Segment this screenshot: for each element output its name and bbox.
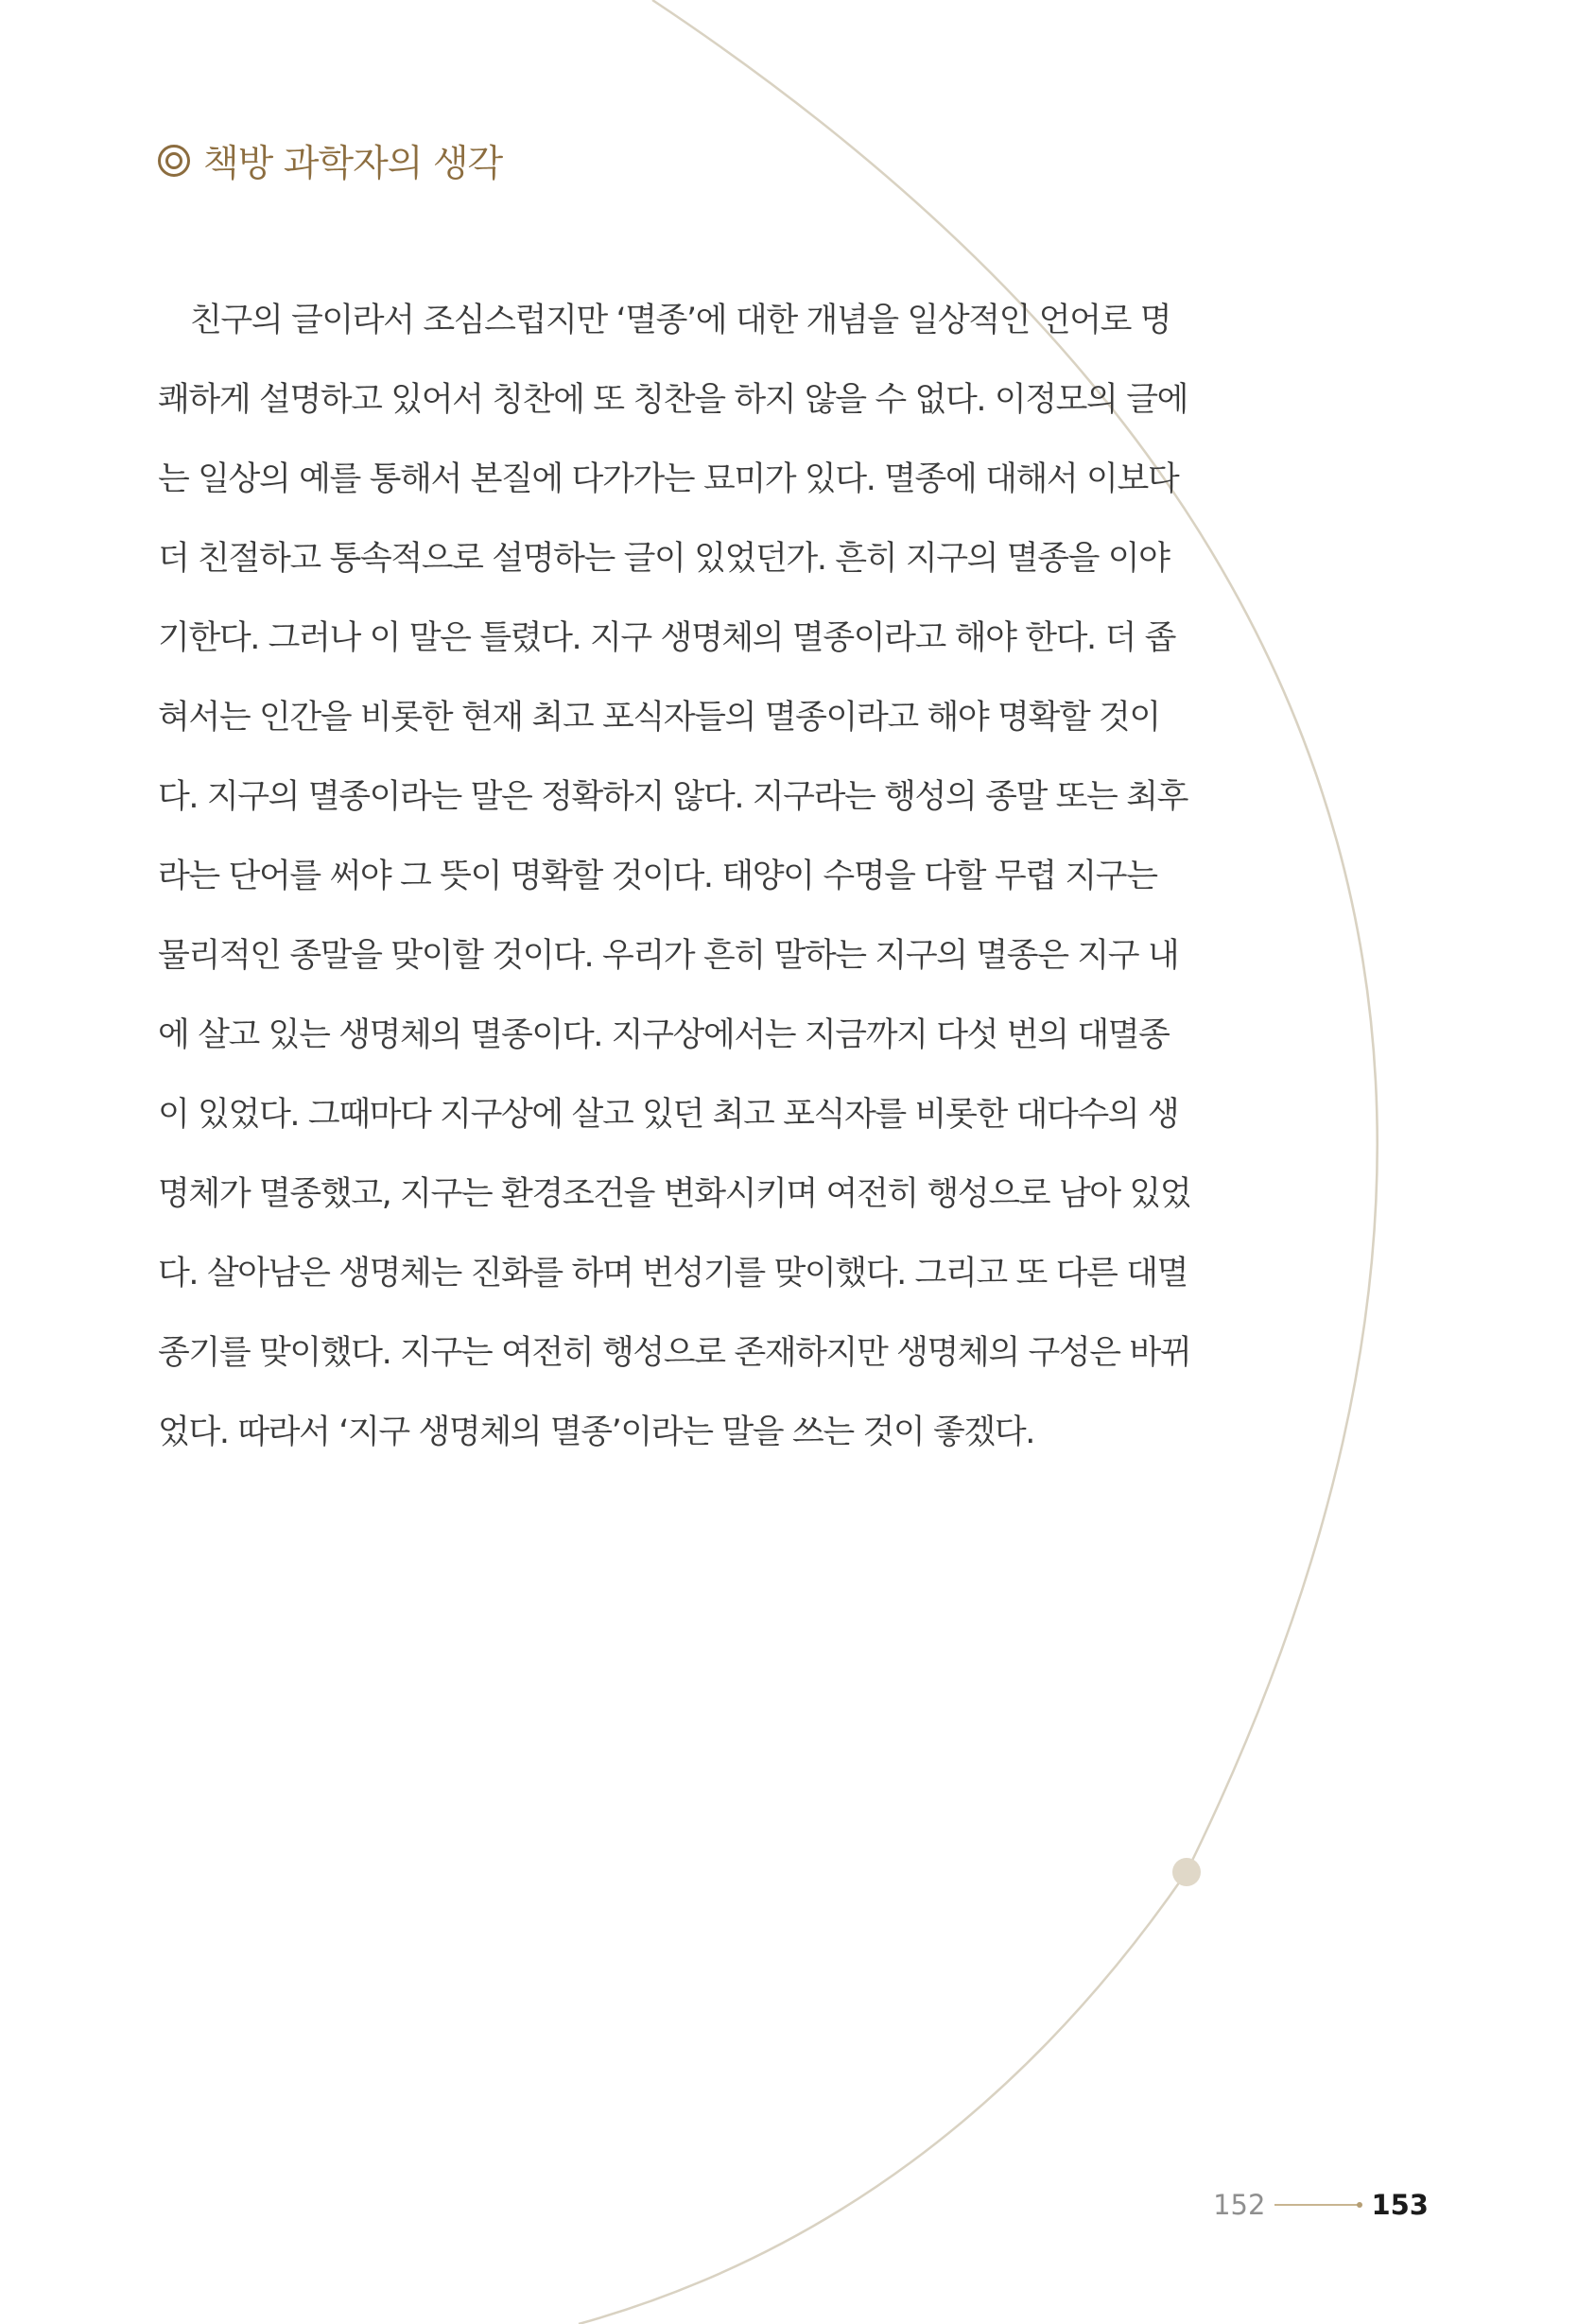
paragraph-line: 이 있었다. 그때마다 지구상에 살고 있던 최고 포식자를 비롯한 대다수의 생 [158, 1096, 1179, 1134]
page-numbers [1213, 2189, 1429, 2221]
paragraph-line: 었다. 따라서 ‘지구 생명체의 멸종’이라는 말을 쓰는 것이 좋겠다. [158, 1413, 1034, 1451]
paragraph-line: 혀서는 인간을 비롯한 현재 최고 포식자들의 멸종이라고 해야 명확할 것이 [158, 699, 1160, 737]
paragraph-line: 친구의 글이라서 조심스럽지만 ‘멸종’에 대한 개념을 일상적인 언어로 명 [190, 302, 1171, 339]
section-heading [158, 134, 502, 187]
double-circle-icon [158, 145, 190, 177]
paragraph-line: 쾌하게 설명하고 있어서 칭찬에 또 칭찬을 하지 않을 수 없다. 이정모의 글에 [158, 381, 1188, 419]
paragraph-line: 다. 살아남은 생명체는 진화를 하며 번성기를 맞이했다. 그리고 또 다른 대멸 [158, 1255, 1188, 1292]
heading-title: 책방 과학자의 생각 [203, 143, 503, 185]
paragraph-line: 는 일상의 예를 통해서 본질에 다가가는 묘미가 있다. 멸종에 대해서 이보다 [158, 460, 1179, 498]
arrow-right-icon [1274, 2200, 1361, 2210]
page-number-right: 153 [1371, 2189, 1429, 2221]
paragraph-line: 명체가 멸종했고, 지구는 환경조건을 변화시키며 여전히 행성으로 남아 있었 [158, 1175, 1191, 1213]
paragraph-line: 라는 단어를 써야 그 뜻이 명확할 것이다. 태양이 수명을 다할 무렵 지구는 [158, 858, 1157, 895]
paragraph-line: 에 살고 있는 생명체의 멸종이다. 지구상에서는 지금까지 다섯 번의 대멸종 [158, 1016, 1170, 1054]
page-number-left: 152 [1213, 2189, 1266, 2221]
arc-dot [1172, 1858, 1201, 1886]
paragraph-line: 종기를 맞이했다. 지구는 여전히 행성으로 존재하지만 생명체의 구성은 바뀌 [158, 1334, 1191, 1372]
paragraph-line: 물리적인 종말을 맞이할 것이다. 우리가 흔히 말하는 지구의 멸종은 지구 내 [158, 937, 1179, 975]
paragraph-line: 더 친절하고 통속적으로 설명하는 글이 있었던가. 흔히 지구의 멸종을 이야 [158, 540, 1170, 578]
body-paragraph [158, 294, 1191, 1485]
paragraph-line: 다. 지구의 멸종이라는 말은 정확하지 않다. 지구라는 행성의 종말 또는 최후 [158, 778, 1188, 816]
paragraph-line: 기한다. 그러나 이 말은 틀렸다. 지구 생명체의 멸종이라고 해야 한다. 더 좁 [158, 619, 1176, 657]
